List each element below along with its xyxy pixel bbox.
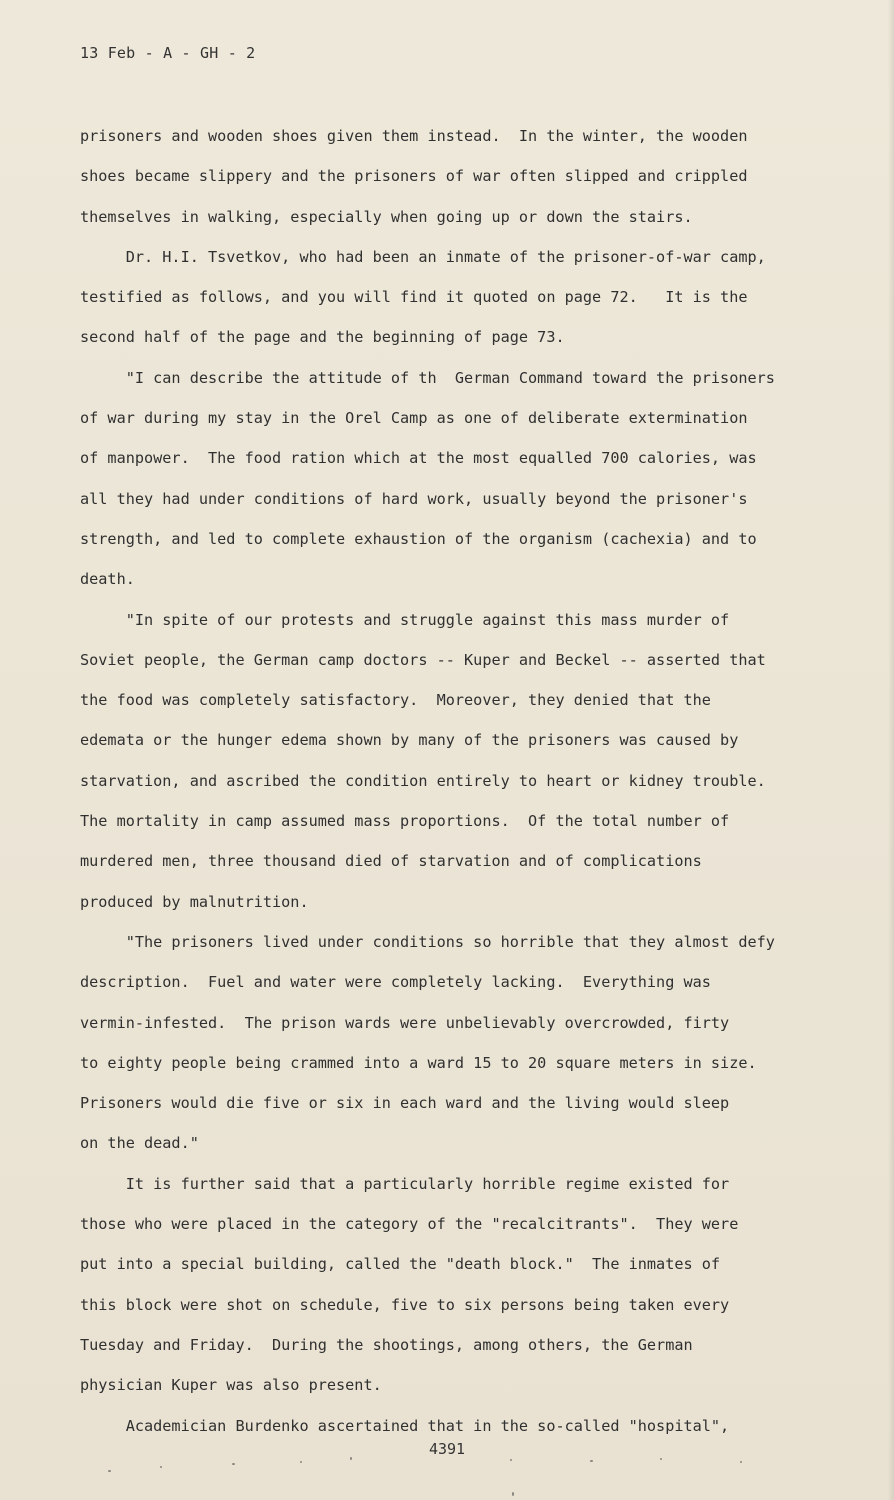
text-line: prisoners and wooden shoes given them instead. In the winter, the wooden (80, 127, 748, 145)
ink-speck (510, 1459, 512, 1461)
text-line: death. (80, 570, 135, 589)
text-line: physician Kuper was also present. (80, 1376, 382, 1395)
text-line: Prisoners would die five or six in each ward and the living would sleep (80, 1094, 730, 1113)
text-line: Academician Burdenko ascertained that in the so-called "hospital", (80, 1416, 730, 1435)
text-line: murdered men, three thousand died of starvation and of complications (80, 852, 702, 871)
text-line: of war during my stay in the Orel Camp as one of deliberate extermination (80, 409, 748, 428)
text-line: themselves in walking, especially when going up or down the stairs. (80, 207, 693, 226)
text-line: testified as follows, and you will find it quoted on page 72. It is the (80, 288, 748, 307)
text-line: all they had under conditions of hard work, usually beyond the prisoner's (80, 489, 748, 508)
text-line: "I can describe the attitude of th German Command toward the prisoners (80, 368, 775, 387)
ink-speck (660, 1458, 662, 1460)
text-line: the food was completely satisfactory. Moreover, they denied that the (80, 691, 711, 710)
text-line: Soviet people, the German camp doctors -- Kuper and Beckel -- asserted that (80, 650, 766, 669)
text-line: strength, and led to complete exhaustion of the organism (cachexia) and to (80, 529, 757, 548)
text-line: It is further said that a particularly horrible regime existed for (80, 1174, 730, 1193)
text-line: those who were placed in the category of the "recalcitrants". They were (80, 1215, 739, 1234)
text-line: vermin-infested. The prison wards were unbelievably overcrowded, firty (80, 1013, 730, 1032)
text-line: edemata or the hunger edema shown by many of the prisoners was caused by (80, 731, 739, 750)
ink-speck (512, 1492, 514, 1496)
ink-speck (350, 1457, 352, 1460)
text-line: starvation, and ascribed the condition entirely to heart or kidney trouble. (80, 771, 766, 790)
page-number: 4391 (428, 1440, 466, 1458)
text-line: put into a special building, called the "death block." The inmates of (80, 1255, 721, 1274)
ink-speck (740, 1461, 742, 1463)
ink-speck (300, 1461, 302, 1463)
text-line: second half of the page and the beginning of page 73. (80, 328, 565, 347)
ink-speck (108, 1470, 111, 1472)
ink-speck (232, 1463, 235, 1465)
text-line: Tuesday and Friday. During the shootings, among others, the German (80, 1335, 693, 1354)
ink-speck (160, 1466, 162, 1468)
page-reference-header: 13 Feb - A - GH - 2 (80, 44, 256, 62)
page-edge-shadow (888, 0, 894, 1500)
text-line: "In spite of our protests and struggle against this mass murder of (80, 610, 730, 629)
text-line: Dr. H.I. Tsvetkov, who had been an inmate of the prisoner-of-war camp, (80, 247, 766, 266)
text-line: "The prisoners lived under conditions so horrible that they almost defy (80, 932, 775, 951)
text-line: this block were shot on schedule, five to six persons being taken every (80, 1295, 730, 1314)
text-line: produced by malnutrition. (80, 892, 309, 911)
text-line: description. Fuel and water were completely lacking. Everything was (80, 973, 711, 992)
text-line: on the dead." (80, 1134, 199, 1153)
text-line: The mortality in camp assumed mass proportions. Of the total number of (80, 812, 730, 831)
text-line: shoes became slippery and the prisoners of war often slipped and crippled (80, 167, 748, 186)
text-line: of manpower. The food ration which at the most equalled 700 calories, was (80, 449, 757, 468)
ink-speck (590, 1460, 593, 1462)
text-line: to eighty people being crammed into a ward 15 to 20 square meters in size. (80, 1053, 757, 1072)
transcript-body (80, 116, 840, 1446)
